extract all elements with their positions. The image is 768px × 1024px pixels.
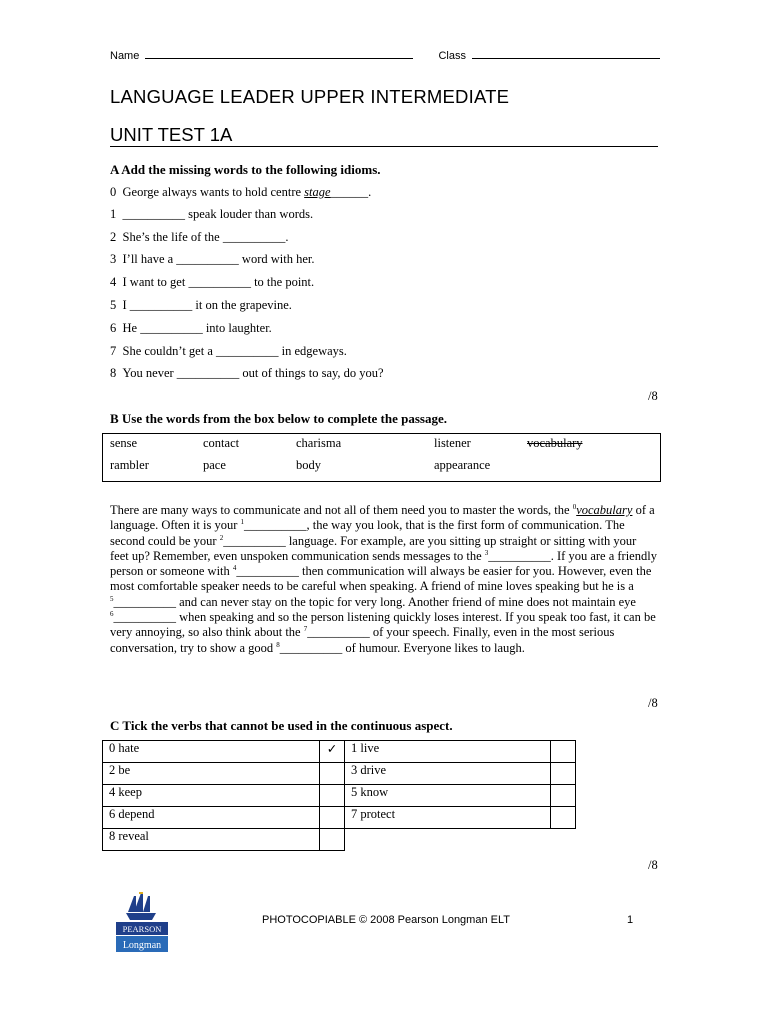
passage: There are many ways to communicate and not all of them need you to master the words, the $^0$vocabulary of a language. Often it is your $^1$__________, the way you look, that is the first form of communication. The second could be your $^2$__________ language. For example, are you sitting up straight or sitting with your feet up? Remember, even unspoken communication sends messages to the $^3$__________. If you are a friendly person or someone with $^4$__________ then communication will always be easier for you. However, even the most comfortable speaker needs to be careful when speaking. A friend of mine loves speaking but he is a $^5$__________ and can never stay on the topic for very long. Another friend of mine does not maintain eye $^6$__________ when speaking and so the person listening quickly loses interest. If you speak too fast, it can be very annoying, so also think about the $^7$__________ of your speech. Finally, even in the most serious conversation, try to show a good $^8$__________ of humour. Everyone likes to laugh. xyxy=(110,502,657,655)
verb-cell: 8 reveal xyxy=(103,829,320,851)
box-word: listener xyxy=(434,436,471,450)
box-word: rambler xyxy=(110,458,149,472)
tick-box[interactable] xyxy=(320,763,345,785)
box-word: charisma xyxy=(296,436,342,450)
logo-top-text: PEARSON xyxy=(122,924,162,934)
box-word: body xyxy=(296,458,321,472)
idiom-item-6[interactable]: 6 He __________ into laughter. xyxy=(110,321,272,335)
class-field[interactable] xyxy=(472,48,660,59)
page-number: 1 xyxy=(627,914,634,926)
verb-cell: 6 depend xyxy=(103,807,320,829)
verb-cell: 0 hate xyxy=(103,741,320,763)
table-row xyxy=(103,785,576,807)
verb-cell: 3 drive xyxy=(345,763,551,785)
section-c-heading: C Tick the verbs that cannot be used in the continuous aspect. xyxy=(110,718,453,733)
name-label: Name xyxy=(110,50,140,62)
class-label: Class xyxy=(438,50,466,62)
verb-cell: 1 live xyxy=(345,741,551,763)
tick-box[interactable] xyxy=(320,829,345,851)
tick-box[interactable]: ✓ xyxy=(320,741,345,763)
name-field[interactable] xyxy=(145,48,413,59)
tick-box[interactable] xyxy=(551,763,576,785)
section-c-score: /8 xyxy=(648,858,658,872)
box-word-used: vocabulary xyxy=(527,436,583,450)
box-word: contact xyxy=(203,436,240,450)
table-row xyxy=(103,829,576,851)
unit-title: UNIT TEST 1A xyxy=(110,124,233,145)
table-row xyxy=(103,763,576,785)
pearson-longman-logo xyxy=(114,892,170,954)
verb-cell: 2 be xyxy=(103,763,320,785)
idiom-item-1[interactable]: 1 __________ speak louder than words. xyxy=(110,207,314,221)
idiom-item-5[interactable]: 5 I __________ it on the grapevine. xyxy=(110,298,292,312)
tick-box[interactable] xyxy=(551,807,576,829)
tick-box[interactable] xyxy=(551,785,576,807)
table-row xyxy=(103,807,576,829)
verb-cell: 7 protect xyxy=(345,807,551,829)
box-word: sense xyxy=(110,436,138,450)
tick-box[interactable] xyxy=(551,741,576,763)
title-divider xyxy=(110,146,658,147)
idiom-item-8[interactable]: 8 You never __________ out of things to say, do you? xyxy=(110,366,384,380)
verbs-table xyxy=(102,740,576,851)
name-class-row xyxy=(110,48,660,62)
box-word: pace xyxy=(203,458,226,472)
table-row xyxy=(103,741,576,763)
section-b-score: /8 xyxy=(648,696,658,710)
section-b-heading: B Use the words from the box below to complete the passage. xyxy=(110,411,448,426)
logo-bottom-text: Longman xyxy=(122,940,162,951)
page-title: LANGUAGE LEADER UPPER INTERMEDIATE xyxy=(110,86,510,107)
copyright-notice: PHOTOCOPIABLE © 2008 Pearson Longman ELT xyxy=(262,914,510,926)
tick-box[interactable] xyxy=(320,807,345,829)
box-word: appearance xyxy=(434,458,491,472)
verb-cell: 5 know xyxy=(345,785,551,807)
section-a-score: /8 xyxy=(648,389,658,403)
idiom-item-7[interactable]: 7 She couldn’t get a __________ in edgeways. xyxy=(110,344,347,358)
idiom-item-0: 0 George always wants to hold centre stage______. xyxy=(110,185,372,199)
example-answer: stage xyxy=(304,185,331,199)
section-a-heading: A Add the missing words to the following idioms. xyxy=(110,162,381,177)
verb-cell: 4 keep xyxy=(103,785,320,807)
idiom-item-3[interactable]: 3 I’ll have a __________ word with her. xyxy=(110,252,315,266)
idiom-item-4[interactable]: 4 I want to get __________ to the point. xyxy=(110,275,315,289)
ship-logo-icon xyxy=(114,892,170,954)
idiom-item-2[interactable]: 2 She’s the life of the __________. xyxy=(110,230,289,244)
tick-box[interactable] xyxy=(320,785,345,807)
word-box xyxy=(102,433,661,482)
